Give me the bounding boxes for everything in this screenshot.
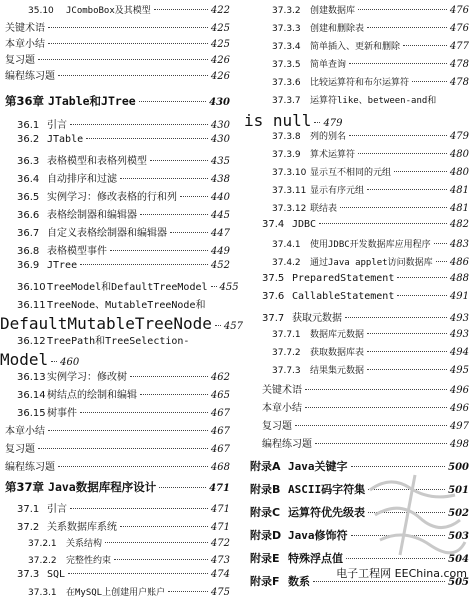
toc-entry-number: 37.1 [17,504,40,515]
toc-entry-number: 36.12 [17,336,46,347]
toc-leader-dots [403,45,447,46]
toc-leader-dots [305,389,447,390]
toc-entry-number: 37.3.2 [272,6,301,16]
toc-entry[interactable] [5,51,230,66]
toc-leader-dots [68,573,208,574]
toc-entry[interactable] [272,3,469,16]
toc-entry-title: 列的别名 [310,132,347,142]
toc-entry-page: 482 [449,219,469,230]
toc-entry-page: 503 [448,531,469,542]
toc-entry-page: 504 [448,554,469,565]
toc-entry-page: 502 [448,508,469,519]
toc-entry-number: 37.3.8 [272,132,301,142]
toc-entry-title: 显示互不相同的元组 [310,168,392,178]
toc-entry-title: 编程练习题 [5,462,55,473]
toc-leader-dots [38,59,208,60]
toc-entry-title: 关键术语 [262,385,302,396]
toc-entry-page: 457 [223,321,244,332]
toc-entry-number: 37.6 [262,291,285,302]
toc-entry-number: 36.10 [17,282,46,293]
toc-entry-number: 37.3.10 [272,168,307,178]
toc-entry-title: 创建数据库 [310,6,356,16]
toc-entry-page: 425 [210,23,230,34]
toc-entry[interactable] [0,314,243,333]
toc-entry-title: TreeNode、MutableTreeNode和 [47,300,206,311]
toc-entry[interactable] [262,309,469,324]
toc-entry-page: 480 [449,167,469,178]
toc-entry-page: 495 [449,365,469,376]
toc-entry-title: 复习题 [5,444,35,455]
toc-entry-page: 491 [449,291,469,302]
toc-leader-dots [313,581,445,582]
toc-entry[interactable] [262,417,469,432]
toc-entry[interactable] [272,237,469,250]
toc-entry[interactable] [272,165,469,178]
toc-entry[interactable] [244,111,343,130]
toc-entry[interactable] [5,35,230,50]
toc-entry-number: 36.15 [17,408,46,419]
toc-leader-dots [349,135,447,136]
toc-leader-dots [120,526,208,527]
toc-entry-page: 479 [323,118,343,129]
toc-entry[interactable] [17,518,230,533]
toc-entry-number: 37.4.1 [272,240,301,250]
toc-entry[interactable] [17,569,230,580]
toc-entry[interactable] [272,147,469,160]
toc-entry-title: SQL [47,569,66,580]
toc-entry-page: 481 [449,203,469,214]
toc-leader-dots [150,160,208,161]
toc-leader-dots [168,591,208,592]
toc-entry[interactable] [17,332,230,347]
toc-entry[interactable] [262,399,469,414]
toc-entry[interactable] [17,278,239,293]
toc-entry-title: 表格模型和表格列模型 [47,156,147,167]
toc-entry[interactable] [17,134,230,145]
toc-leader-dots [70,124,208,125]
toc-leader-dots [358,153,447,154]
toc-entry-page: 430 [210,120,230,131]
toc-leader-dots [394,171,447,172]
toc-entry-title: 关系结构 [66,539,103,549]
toc-entry-page: 422 [210,5,230,16]
toc-entry-page: 447 [210,228,230,239]
toc-leader-dots [305,407,447,408]
toc-entry-title: 编程练习题 [5,71,55,82]
toc-entry-title: 复习题 [5,55,35,66]
toc-entry[interactable] [272,39,469,52]
toc-entry-page: 426 [210,55,230,66]
toc-entry[interactable] [272,129,469,142]
toc-entry-title: 结果集元数据 [310,366,365,376]
toc-leader-dots [105,542,208,543]
toc-leader-dots [367,369,447,370]
toc-entry-page: 494 [449,347,469,358]
watermark-stamp-icon [360,470,470,560]
toc-entry-title: Java修饰符 [288,529,348,542]
toc-entry-number: 第37章 [5,480,45,494]
toc-entry-title: 创建和删除表 [310,24,365,34]
toc-entry-title: 引言 [47,504,67,515]
toc-entry[interactable] [262,291,469,302]
toc-entry-number: 37.3.11 [272,186,307,196]
toc-entry-number: 37.3.7 [272,96,301,106]
toc-entry[interactable] [5,440,230,455]
toc-leader-dots [345,317,447,318]
toc-entry-title: 本章小结 [5,39,45,50]
toc-entry[interactable] [17,206,230,221]
toc-entry-page: 425 [210,39,230,50]
toc-entry-page: 471 [210,504,230,515]
toc-entry-number: 36.5 [17,192,40,203]
toc-entry-page: 474 [210,569,230,580]
toc-entry-page: 478 [449,59,469,70]
toc-entry-page: 493 [449,329,469,340]
toc-entry[interactable] [17,242,230,257]
toc-entry[interactable] [28,536,230,549]
toc-entry[interactable] [5,422,230,437]
toc-entry-number: 37.7.1 [272,330,301,340]
toc-entry-number: 36.7 [17,228,40,239]
toc-entry-number: 35.10 [28,6,54,16]
toc-leader-dots [139,101,206,102]
toc-leader-dots [48,430,208,431]
toc-entry-title: 简单插入、更新和删除 [310,42,401,52]
toc-entry[interactable] [28,553,230,566]
toc-entry-number: 36.2 [17,134,40,145]
toc-entry-title: 树事件 [47,408,77,419]
toc-entry-title: Java关键字 [288,460,348,473]
toc-leader-dots [114,559,208,560]
toc-leader-dots [110,250,208,251]
toc-entry-title: 运算符like、between-and和 [310,96,437,106]
toc-entry-number: 36.6 [17,210,40,221]
toc-entry-page: 430 [209,97,230,108]
toc-leader-dots [397,277,447,278]
toc-entry-title: Java数据库程序设计 [48,480,157,494]
toc-entry-title: 表格绘制器和编辑器 [47,210,137,221]
toc-entry-page: 455 [219,282,239,293]
toc-entry-number: 37.4.2 [272,258,301,268]
toc-entry-page: 435 [210,156,230,167]
toc-entry[interactable] [272,93,469,106]
toc-entry-number: 37.3.1 [28,588,57,598]
toc-entry[interactable] [262,381,469,396]
toc-entry-page: 478 [449,77,469,88]
toc-entry-title: 获取元数据 [292,313,342,324]
toc-entry-title: 自定义表格绘制器和编辑器 [47,228,167,239]
toc-entry-number: 37.4 [262,219,285,230]
toc-entry[interactable] [272,183,469,196]
toc-entry-title: 表格模型事件 [47,246,107,257]
toc-leader-dots [86,138,208,139]
toc-leader-dots [367,27,447,28]
toc-entry-number: 37.2.2 [28,556,57,566]
toc-entry-page: 497 [449,421,469,432]
toc-entry-title: 本章小结 [5,426,45,437]
toc-leader-dots [314,122,320,123]
toc-entry-title: 本章小结 [262,403,302,414]
toc-leader-dots [412,81,447,82]
toc-entry-title: ASCII码字符集 [288,483,366,496]
toc-entry-title: 获取数据库表 [310,348,365,358]
toc-entry-title: 特殊浮点值 [288,552,343,565]
toc-entry-page: 475 [210,587,230,598]
toc-entry-title: TreeModel和DefaultTreeModel [47,282,208,293]
toc-entry[interactable] [272,57,469,70]
toc-entry-number: 37.7 [262,313,285,324]
toc-entry-title: TreePath和TreeSelection- [47,336,190,347]
toc-entry[interactable] [272,345,469,358]
toc-entry-page: 426 [210,71,230,82]
toc-entry-title: 自动排序和过滤 [47,174,117,185]
toc-entry-page: 496 [449,385,469,396]
toc-leader-dots [215,325,221,326]
toc-entry-number: 36.11 [17,300,46,311]
toc-entry-number: 37.7.3 [272,366,301,376]
toc-entry[interactable] [262,219,469,230]
toc-entry[interactable] [17,500,230,515]
toc-entry-title: 引言 [47,120,67,131]
toc-entry-page: 488 [449,273,469,284]
toc-entry-page: 468 [210,462,230,473]
toc-leader-dots [351,466,446,467]
toc-entry-page: 476 [449,23,469,34]
toc-entry-page: 505 [448,577,469,588]
toc-entry-page: 467 [210,426,230,437]
toc-entry-number: 附录C [250,506,281,519]
toc-entry-title: 编程练习题 [262,439,312,450]
toc-entry-number: 36.1 [17,120,40,131]
toc-entry-page: 471 [209,483,230,494]
toc-entry-title: 比较运算符和布尔运算符 [310,78,410,88]
toc-entry-number: 37.3 [17,569,40,580]
toc-entry[interactable] [5,458,230,473]
toc-leader-dots [80,412,208,413]
toc-entry-title: PreparedStatement [292,273,395,284]
toc-leader-dots [367,333,447,334]
toc-entry-number: 36.9 [17,260,40,271]
toc-entry-number: 37.7.2 [272,348,301,358]
toc-entry-page: 472 [210,538,230,549]
toc-leader-dots [436,261,447,262]
toc-entry[interactable] [5,19,230,34]
toc-entry-number: 36.13 [17,372,46,383]
toc-entry[interactable] [272,21,469,34]
toc-leader-dots [434,243,447,244]
toc-leader-dots [319,223,447,224]
toc-entry-title: JTable和JTree [48,94,136,108]
toc-entry-title: 关系数据库系统 [47,522,117,533]
toc-entry-title: DefaultMutableTreeNode [0,314,212,333]
toc-entry-page: 476 [449,5,469,16]
toc-leader-dots [159,487,206,488]
toc-entry-page: 477 [449,41,469,52]
toc-entry-number: 37.3.6 [272,78,301,88]
toc-entry-title: 完整性约束 [66,556,112,566]
toc-entry-title: 运算符优先级表 [288,506,365,519]
toc-entry-page: 479 [449,131,469,142]
toc-leader-dots [367,351,447,352]
toc-entry-title: 树结点的绘制和编辑 [47,390,137,401]
toc-entry-number: 附录E [250,552,280,565]
toc-entry-title: 实例学习：修改树 [47,372,127,383]
toc-entry[interactable] [17,404,230,419]
toc-entry-number: 附录F [250,575,280,588]
toc-entry[interactable] [272,255,469,268]
toc-entry-number: 附录B [250,483,281,496]
toc-entry-title: 算术运算符 [310,150,356,160]
toc-entry-number: 37.3.12 [272,204,307,214]
toc-entry-page: 473 [210,555,230,566]
toc-leader-dots [80,264,208,265]
toc-leader-dots [349,63,447,64]
toc-entry-number: 附录A [250,460,281,473]
toc-entry-page: 449 [210,246,230,257]
toc-leader-dots [170,232,208,233]
toc-entry-title: is null [244,111,312,130]
toc-entry-page: 483 [449,239,469,250]
toc-entry[interactable] [272,363,469,376]
toc-entry-page: 498 [449,439,469,450]
toc-leader-dots [154,9,208,10]
toc-entry-number: 36.3 [17,156,40,167]
toc-entry-title: 实例学习：修改表格的行和列 [47,192,177,203]
toc-entry-title: 在MySQL上创建用户账户 [66,588,166,598]
toc-entry-page: 467 [210,444,230,455]
toc-entry-title: 复习题 [262,421,292,432]
toc-entry-title: JDBC [292,219,317,230]
toc-entry-title: CallableStatement [292,291,395,302]
toc-leader-dots [58,75,208,76]
toc-entry-number: 37.2 [17,522,40,533]
toc-entry[interactable] [262,435,469,450]
toc-entry-page: 493 [449,313,469,324]
toc-entry[interactable] [17,116,230,131]
toc-entry-page: 501 [448,485,469,496]
toc-entry-number: 37.5 [262,273,285,284]
toc-entry-number: 第36章 [5,94,45,108]
toc-entry-page: 480 [449,149,469,160]
toc-leader-dots [58,466,208,467]
toc-entry-page: 438 [210,174,230,185]
toc-leader-dots [140,214,208,215]
toc-entry-title: 显示有序元组 [310,186,365,196]
toc-leader-dots [48,43,208,44]
toc-entry-title: 联结表 [310,204,338,214]
toc-entry-page: 460 [60,357,80,368]
toc-entry-page: 445 [210,210,230,221]
toc-entry[interactable] [17,260,230,271]
toc-leader-dots [140,394,208,395]
toc-entry[interactable] [28,3,230,16]
toc-entry-title: Model [0,350,49,369]
toc-entry-page: 467 [210,408,230,419]
toc-leader-dots [295,425,447,426]
toc-entry-title: JComboBox及其模型 [66,6,151,16]
toc-entry-page: 486 [449,257,469,268]
toc-entry-number: 36.4 [17,174,40,185]
toc-entry-page: 471 [210,522,230,533]
toc-entry-number: 36.8 [17,246,40,257]
toc-entry-title: 数系 [288,575,310,588]
toc-entry[interactable] [17,170,230,185]
toc-entry-title: 使用JDBC开发数据库应用程序 [310,240,431,250]
toc-entry-page: 500 [448,462,469,473]
toc-entry-page: 481 [449,185,469,196]
toc-entry-number: 37.3.4 [272,42,301,52]
toc-entry[interactable] [17,386,230,401]
toc-entry-number: 附录D [250,529,282,542]
toc-entry[interactable] [17,296,230,311]
toc-entry-page: 496 [449,403,469,414]
toc-leader-dots [70,508,208,509]
toc-leader-dots [340,207,447,208]
toc-leader-dots [397,295,447,296]
toc-entry-title: 简单查询 [310,60,347,70]
toc-entry-page: 465 [210,390,230,401]
toc-entry[interactable] [0,350,79,369]
toc-entry[interactable] [17,188,230,203]
toc-entry-title: 关键术语 [5,23,45,34]
toc-entry[interactable] [5,67,230,82]
toc-entry[interactable] [17,368,230,383]
toc-entry-number: 37.3.3 [272,24,301,34]
toc-leader-dots [315,443,447,444]
toc-entry-number: 36.14 [17,390,46,401]
toc-leader-dots [120,178,208,179]
toc-leader-dots [48,27,208,28]
toc-entry-title: JTree [47,260,78,271]
toc-leader-dots [51,361,57,362]
toc-entry-title: JTable [47,134,84,145]
toc-entry[interactable] [272,75,469,88]
toc-entry[interactable] [272,327,469,340]
toc-leader-dots [130,376,208,377]
toc-leader-dots [38,448,208,449]
toc-entry-title: 数据库元数据 [310,330,365,340]
toc-entry-number: 37.3.5 [272,60,301,70]
toc-entry-page: 462 [210,372,230,383]
toc-leader-dots [367,189,447,190]
toc-entry-number: 37.3.9 [272,150,301,160]
toc-entry-page: 430 [210,134,230,145]
toc-entry[interactable] [262,273,469,284]
toc-leader-dots [211,286,217,287]
toc-entry-title: 通过Java applet访问数据库 [310,258,433,268]
toc-entry[interactable] [5,479,230,495]
toc-entry[interactable] [5,93,230,109]
toc-entry[interactable] [17,152,230,167]
toc-entry[interactable] [272,201,469,214]
toc-leader-dots [180,196,208,197]
footer-site-credit: 电子工程网 EEChina.com [336,567,467,580]
toc-entry-number: 37.2.1 [28,539,57,549]
toc-leader-dots [358,9,447,10]
toc-entry-page: 440 [210,192,230,203]
toc-entry[interactable] [17,224,230,239]
toc-entry-page: 452 [210,260,230,271]
